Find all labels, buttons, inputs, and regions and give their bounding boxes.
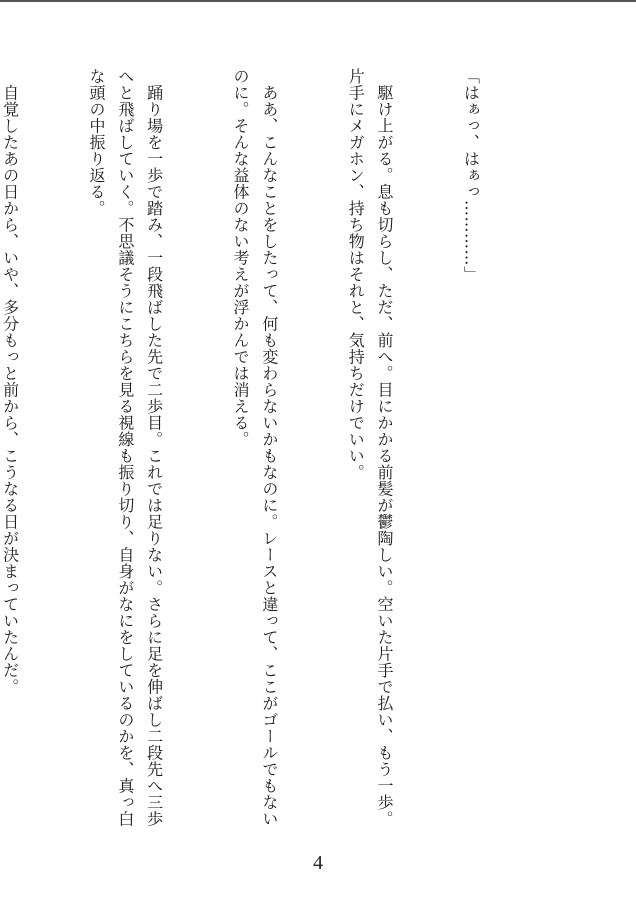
paragraph-running-up: 駆け上がる。息も切らし、ただ、前へ。目にかかる前髪が鬱陶しい。空いた片手で払い、もう一歩。片手にメガホン、持ち物はそれと、気持ちだけでいい。 <box>346 68 395 827</box>
paragraph-reflection: ああ、こんなことをしたって、何も変わらないかもなのに。レースと違って、ここがゴールでもないのに。そんな益体のない考えが浮かんでは消える。 <box>231 68 279 827</box>
vertical-text-body <box>0 68 542 828</box>
paragraph-realization: 自覚したあの日から、いや、多分もっと前から、こうなる日が決まっていたんだ。 <box>0 68 20 695</box>
paragraph-landing: 踊り場を一歩で踏み、一段飛ばした先で二歩目。これでは足りない。さらに足を伸ばし二段先へ三歩へと飛ばしていく。不思議そうにこちらを見る視線も振り切り、自身がなにをしているのかを、真っ白な頭の中振り返る。 <box>87 68 164 827</box>
page-number: 4 <box>313 852 323 874</box>
top-border-line <box>0 0 636 2</box>
paragraph-dialogue-panting: 「はぁっ、はぁっ…………」 <box>461 68 481 283</box>
